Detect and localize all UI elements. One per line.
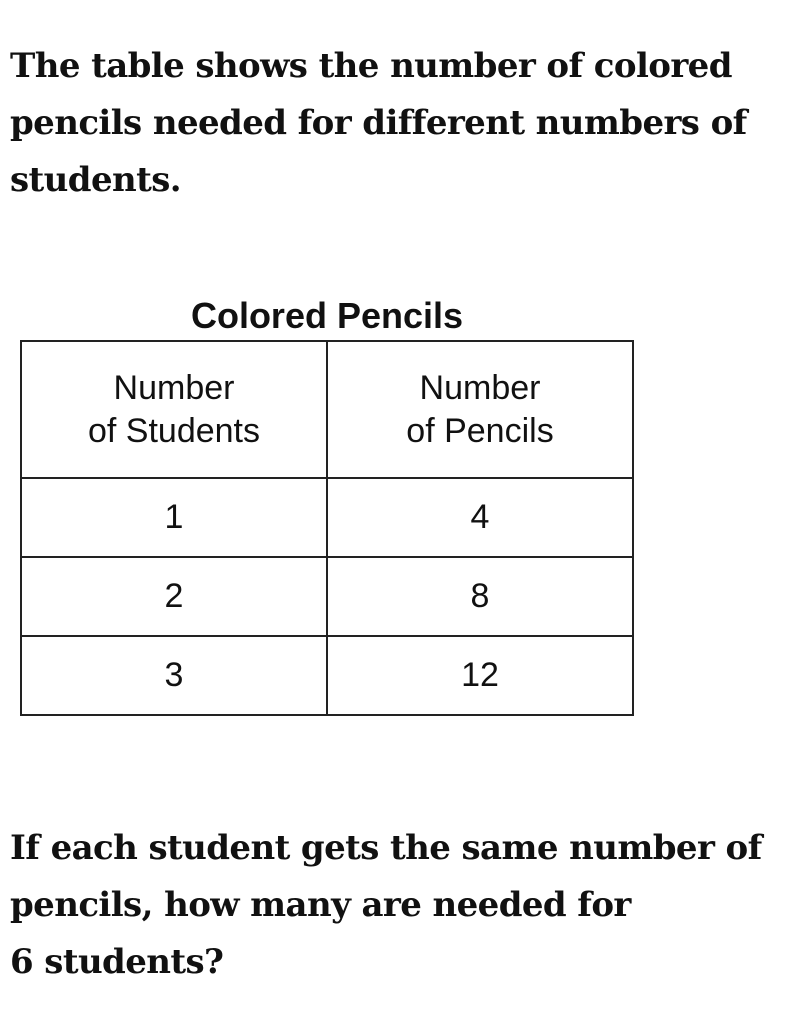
- table-row: [21, 478, 633, 557]
- pencils-cell: 8: [327, 557, 633, 636]
- question-line: If each student gets the same number of: [10, 828, 762, 868]
- intro-line: The table shows the number of colored: [10, 46, 732, 86]
- students-cell: 2: [21, 557, 327, 636]
- table-title: Colored Pencils: [190, 295, 464, 336]
- header-number-of-students: [21, 341, 327, 478]
- table-row: [21, 557, 633, 636]
- table-row: [21, 636, 633, 715]
- header-line: of Students: [87, 411, 260, 450]
- header-line: Number: [113, 368, 235, 407]
- students-cell: 3: [21, 636, 327, 715]
- question-line: pencils, how many are needed for: [10, 885, 631, 925]
- colored-pencils-table: [20, 340, 634, 716]
- question-line: 6 students?: [10, 942, 224, 982]
- pencils-cell: 4: [327, 478, 633, 557]
- intro-line: pencils needed for different numbers of: [10, 103, 747, 143]
- header-number-of-pencils: [327, 341, 633, 478]
- header-line: of Pencils: [406, 411, 554, 450]
- table-header-row: [21, 341, 633, 478]
- intro-text: [10, 38, 790, 209]
- question-text: [10, 820, 790, 991]
- students-cell: 1: [21, 478, 327, 557]
- header-line: Number: [419, 368, 541, 407]
- pencils-cell: 12: [327, 636, 633, 715]
- intro-line: students.: [10, 160, 181, 200]
